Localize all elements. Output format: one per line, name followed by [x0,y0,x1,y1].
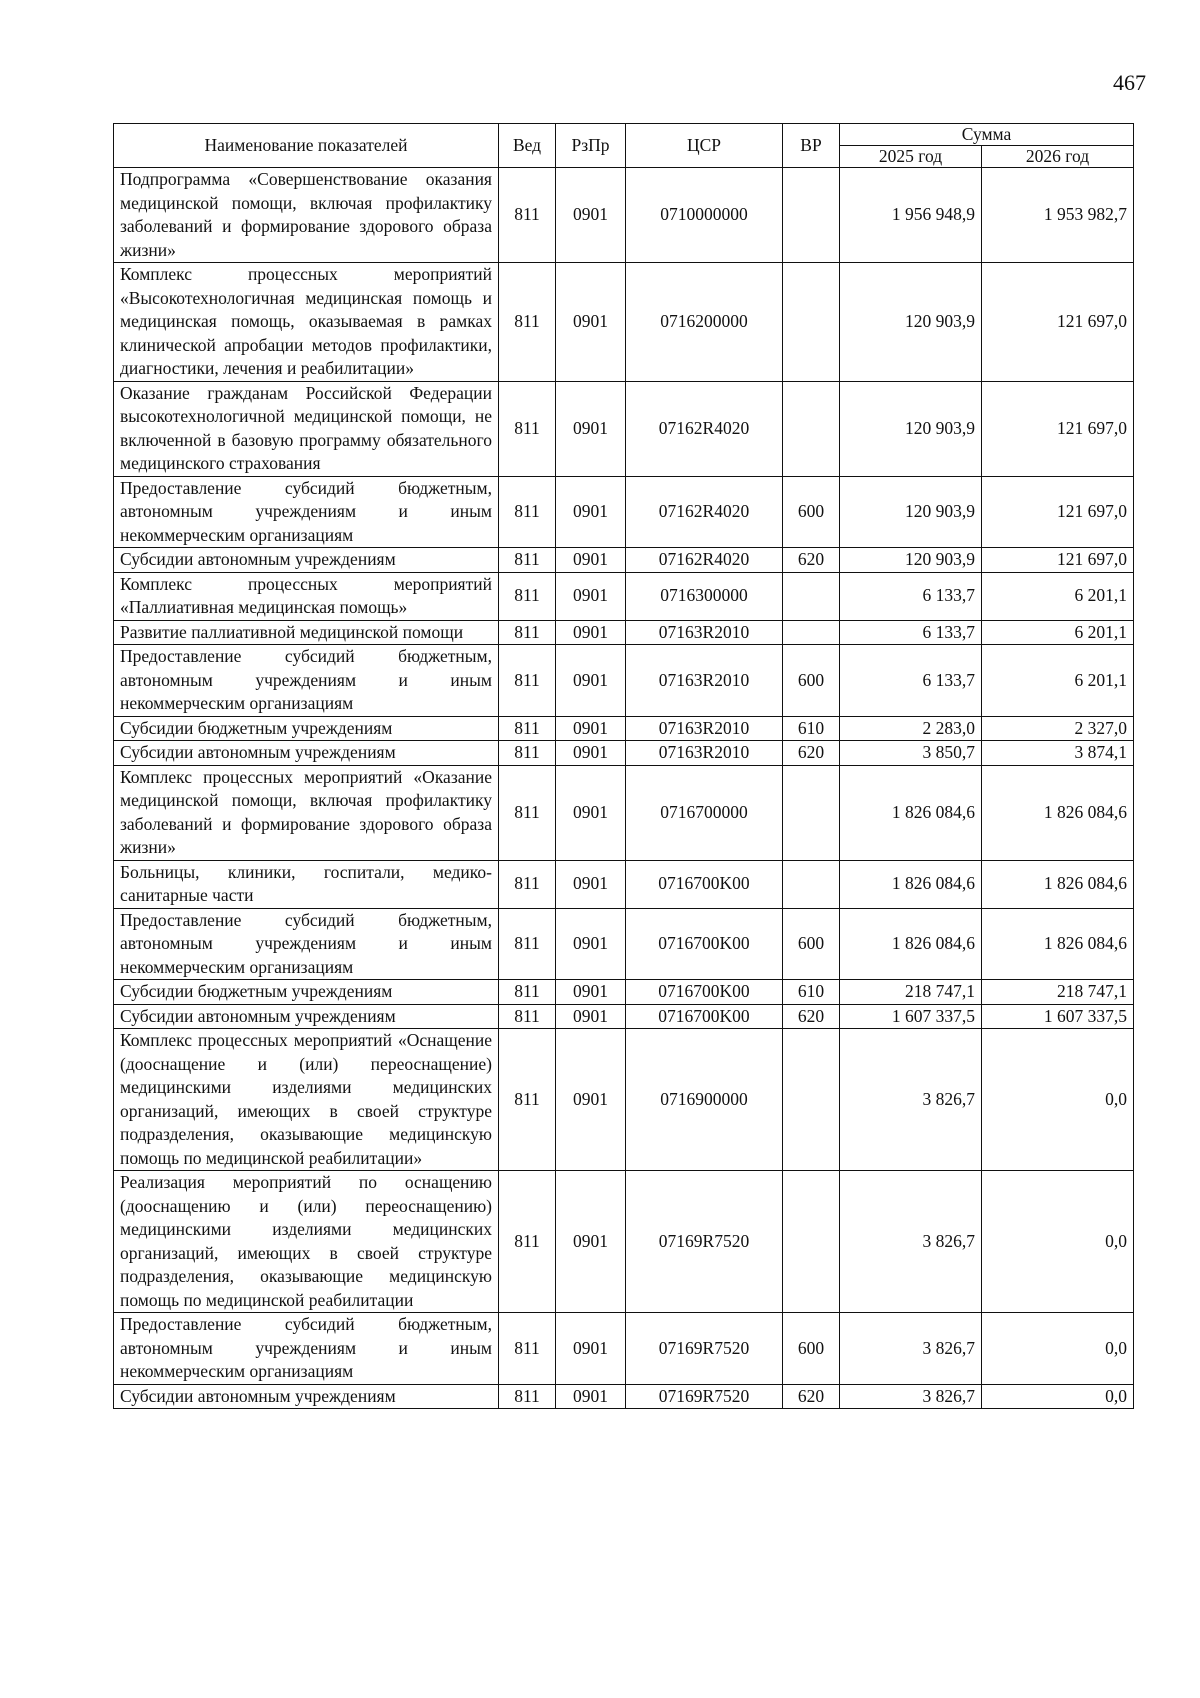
row-sum-2025: 120 903,9 [840,476,982,548]
row-ved: 811 [499,572,556,620]
row-sum-2025: 120 903,9 [840,263,982,382]
row-sum-2026: 6 201,1 [982,572,1134,620]
row-rzpr: 0901 [556,620,626,645]
row-sum-2025: 1 826 084,6 [840,765,982,860]
row-sum-2025: 3 850,7 [840,741,982,766]
row-csr: 07163R2010 [626,741,783,766]
row-sum-2026: 1 826 084,6 [982,765,1134,860]
row-sum-2026: 121 697,0 [982,476,1134,548]
row-sum-2025: 120 903,9 [840,548,982,573]
row-rzpr: 0901 [556,1384,626,1409]
row-sum-2025: 6 133,7 [840,620,982,645]
row-rzpr: 0901 [556,1004,626,1029]
budget-table [113,123,1134,1409]
table-row [114,1384,1134,1409]
row-sum-2025: 1 607 337,5 [840,1004,982,1029]
table-row [114,908,1134,980]
row-csr: 07169R7520 [626,1384,783,1409]
row-ved: 811 [499,476,556,548]
row-sum-2025: 3 826,7 [840,1029,982,1171]
row-rzpr: 0901 [556,381,626,476]
row-vr [783,1171,840,1313]
table-row [114,572,1134,620]
row-csr: 0716900000 [626,1029,783,1171]
row-sum-2025: 120 903,9 [840,381,982,476]
row-sum-2026: 218 747,1 [982,980,1134,1005]
row-ved: 811 [499,765,556,860]
row-sum-2025: 218 747,1 [840,980,982,1005]
row-rzpr: 0901 [556,476,626,548]
row-sum-2025: 1 826 084,6 [840,860,982,908]
row-csr: 0710000000 [626,168,783,263]
row-vr: 600 [783,908,840,980]
row-vr [783,765,840,860]
header-sum: Сумма [840,124,1134,146]
row-sum-2026: 0,0 [982,1029,1134,1171]
table-row [114,716,1134,741]
row-rzpr: 0901 [556,980,626,1005]
row-vr [783,1029,840,1171]
table-row [114,980,1134,1005]
row-csr: 07162R4020 [626,476,783,548]
row-sum-2026: 121 697,0 [982,548,1134,573]
table-row [114,1313,1134,1385]
row-vr: 620 [783,1004,840,1029]
row-rzpr: 0901 [556,1029,626,1171]
row-ved: 811 [499,548,556,573]
header-csr: ЦСР [626,124,783,168]
row-ved: 811 [499,716,556,741]
row-name: Предоставление субсидий бюджетным, автономным учреждениям и иным некоммерческим организациям [114,908,499,980]
row-ved: 811 [499,1029,556,1171]
row-csr: 07162R4020 [626,548,783,573]
row-rzpr: 0901 [556,548,626,573]
table-row [114,476,1134,548]
row-name: Комплекс процессных мероприятий «Оказание медицинской помощи, включая профилактику заболеваний и формирование здорового образа жизни» [114,765,499,860]
header-ved: Вед [499,124,556,168]
row-sum-2026: 6 201,1 [982,645,1134,717]
table-row [114,1004,1134,1029]
row-rzpr: 0901 [556,1171,626,1313]
row-csr: 07169R7520 [626,1313,783,1385]
row-csr: 0716200000 [626,263,783,382]
row-sum-2025: 1 956 948,9 [840,168,982,263]
header-rzpr: РзПр [556,124,626,168]
table-row [114,548,1134,573]
row-sum-2026: 121 697,0 [982,263,1134,382]
row-name: Предоставление субсидий бюджетным, автономным учреждениям и иным некоммерческим организациям [114,645,499,717]
row-rzpr: 0901 [556,1313,626,1385]
row-ved: 811 [499,860,556,908]
row-name: Предоставление субсидий бюджетным, автономным учреждениям и иным некоммерческим организациям [114,476,499,548]
row-rzpr: 0901 [556,860,626,908]
row-ved: 811 [499,1384,556,1409]
row-sum-2026: 0,0 [982,1313,1134,1385]
table-row [114,765,1134,860]
row-sum-2026: 6 201,1 [982,620,1134,645]
row-sum-2025: 6 133,7 [840,645,982,717]
row-sum-2026: 1 826 084,6 [982,860,1134,908]
row-name: Комплекс процессных мероприятий «Оснащение (дооснащение и (или) переоснащение) медицинскими изделиями медицинских организаций, имеющих в своей структуре подразделения, оказывающие медицинскую помощь по медицинской реабилитации» [114,1029,499,1171]
row-vr: 600 [783,1313,840,1385]
row-csr: 0716700000 [626,765,783,860]
row-name: Предоставление субсидий бюджетным, автономным учреждениям и иным некоммерческим организациям [114,1313,499,1385]
row-sum-2026: 0,0 [982,1171,1134,1313]
row-csr: 0716300000 [626,572,783,620]
row-name: Субсидии бюджетным учреждениям [114,716,499,741]
row-csr: 07162R4020 [626,381,783,476]
row-name: Больницы, клиники, госпитали, медико-санитарные части [114,860,499,908]
row-vr [783,168,840,263]
row-ved: 811 [499,741,556,766]
header-name: Наименование показателей [114,124,499,168]
row-vr: 620 [783,548,840,573]
row-rzpr: 0901 [556,741,626,766]
row-name: Оказание гражданам Российской Федерации высокотехнологичной медицинской помощи, не включенной в базовую программу обязательного медицинского страхования [114,381,499,476]
row-sum-2025: 3 826,7 [840,1384,982,1409]
row-name: Субсидии автономным учреждениям [114,741,499,766]
row-vr [783,263,840,382]
row-vr: 620 [783,1384,840,1409]
row-vr: 600 [783,476,840,548]
table-row [114,1029,1134,1171]
row-ved: 811 [499,980,556,1005]
row-rzpr: 0901 [556,908,626,980]
row-name: Комплекс процессных мероприятий «Высокотехнологичная медицинская помощь и медицинская помощь, оказываемая в рамках клинической апробации методов профилактики, диагностики, лечения и реабилитации» [114,263,499,382]
row-ved: 811 [499,620,556,645]
row-sum-2026: 1 953 982,7 [982,168,1134,263]
row-ved: 811 [499,263,556,382]
row-sum-2026: 1 826 084,6 [982,908,1134,980]
row-name: Субсидии автономным учреждениям [114,1384,499,1409]
row-ved: 811 [499,1313,556,1385]
row-csr: 0716700K00 [626,980,783,1005]
row-rzpr: 0901 [556,168,626,263]
row-csr: 0716700K00 [626,860,783,908]
row-sum-2025: 1 826 084,6 [840,908,982,980]
row-ved: 811 [499,1004,556,1029]
row-csr: 0716700K00 [626,908,783,980]
page-number: 467 [1113,70,1146,95]
row-sum-2026: 3 874,1 [982,741,1134,766]
row-rzpr: 0901 [556,572,626,620]
row-vr [783,572,840,620]
row-name: Развитие паллиативной медицинской помощи [114,620,499,645]
row-ved: 811 [499,645,556,717]
row-vr [783,620,840,645]
row-csr: 07163R2010 [626,645,783,717]
row-vr [783,381,840,476]
row-rzpr: 0901 [556,716,626,741]
header-year-2025: 2025 год [840,146,982,168]
row-sum-2026: 1 607 337,5 [982,1004,1134,1029]
row-rzpr: 0901 [556,263,626,382]
row-sum-2025: 3 826,7 [840,1171,982,1313]
table-row [114,645,1134,717]
row-name: Субсидии автономным учреждениям [114,548,499,573]
row-name: Подпрограмма «Совершенствование оказания медицинской помощи, включая профилактику заболеваний и формирование здорового образа жизни» [114,168,499,263]
row-csr: 07163R2010 [626,716,783,741]
header-year-2026: 2026 год [982,146,1134,168]
row-rzpr: 0901 [556,645,626,717]
row-vr [783,860,840,908]
row-vr: 610 [783,980,840,1005]
row-sum-2025: 2 283,0 [840,716,982,741]
row-name: Комплекс процессных мероприятий «Паллиативная медицинская помощь» [114,572,499,620]
table-row [114,741,1134,766]
row-rzpr: 0901 [556,765,626,860]
row-sum-2025: 6 133,7 [840,572,982,620]
row-sum-2026: 121 697,0 [982,381,1134,476]
header-vr: ВР [783,124,840,168]
table-row [114,168,1134,263]
table-row [114,263,1134,382]
row-ved: 811 [499,381,556,476]
table-row [114,620,1134,645]
row-vr: 610 [783,716,840,741]
row-sum-2026: 2 327,0 [982,716,1134,741]
row-sum-2025: 3 826,7 [840,1313,982,1385]
table-row [114,860,1134,908]
table-header [114,124,1134,168]
row-csr: 07169R7520 [626,1171,783,1313]
row-vr: 600 [783,645,840,717]
table-row [114,1171,1134,1313]
row-ved: 811 [499,168,556,263]
row-sum-2026: 0,0 [982,1384,1134,1409]
row-csr: 07163R2010 [626,620,783,645]
row-name: Субсидии автономным учреждениям [114,1004,499,1029]
row-vr: 620 [783,741,840,766]
row-name: Реализация мероприятий по оснащению (дооснащению и (или) переоснащению) медицинскими изделиями медицинских организаций, имеющих в своей структуре подразделения, оказывающие медицинскую помощь по медицинской реабилитации [114,1171,499,1313]
table-row [114,381,1134,476]
row-ved: 811 [499,908,556,980]
row-name: Субсидии бюджетным учреждениям [114,980,499,1005]
table-body [114,168,1134,1409]
row-ved: 811 [499,1171,556,1313]
row-csr: 0716700K00 [626,1004,783,1029]
